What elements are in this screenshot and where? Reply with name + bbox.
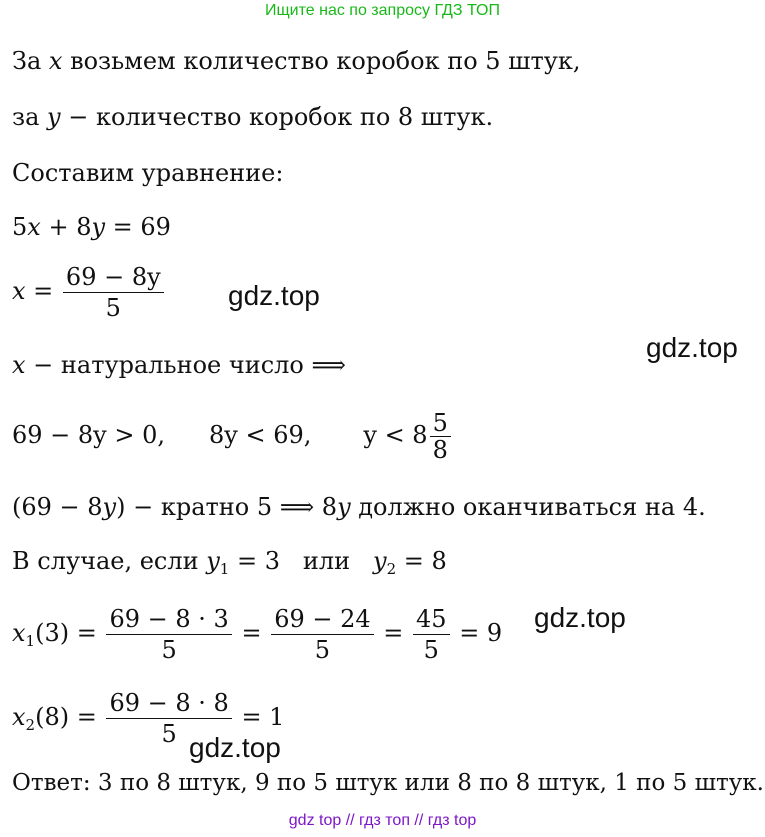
text: За — [12, 47, 49, 75]
text: (3) = — [35, 619, 105, 647]
fraction-numerator: 45 — [413, 604, 450, 635]
line-answer: Ответ: 3 по 8 штук, 9 по 5 штук или 8 по 8 штук, 1 по 5 штук. — [12, 770, 764, 796]
text: − количество коробок по 8 штук. — [60, 103, 494, 131]
fraction — [271, 604, 373, 665]
fraction-denominator: 5 — [423, 636, 439, 664]
line-cases — [12, 546, 447, 584]
text: = 1 — [233, 703, 285, 731]
var-x: x — [12, 619, 26, 647]
subscript: 2 — [386, 560, 397, 578]
watermark: gdz.top — [534, 602, 626, 633]
var-x: x — [12, 277, 26, 305]
text: = 8 — [396, 547, 447, 575]
var-y: y — [47, 103, 61, 131]
var-y: y — [337, 493, 351, 521]
var-y: y — [91, 213, 106, 241]
fraction-numerator: 69 − 8y — [63, 262, 164, 293]
header-search-link[interactable]: Ищите нас по запросу ГДЗ ТОП — [265, 2, 500, 19]
fraction-numerator: 69 − 8 · 8 — [106, 688, 231, 719]
footer-links[interactable]: gdz top // гдз топ // гдз top — [288, 812, 477, 829]
text: (8) = — [35, 703, 105, 731]
fraction-numerator: 69 − 24 — [271, 604, 373, 635]
var-x: x — [48, 47, 63, 75]
subscript: 1 — [219, 560, 230, 578]
line-equation — [12, 212, 171, 242]
text: = — [25, 277, 61, 305]
fraction-denominator: 5 — [314, 636, 331, 664]
watermark: gdz.top — [189, 732, 281, 763]
text: = — [375, 619, 412, 647]
fraction-numerator: 69 − 8 · 3 — [106, 604, 231, 635]
text: за — [12, 103, 48, 131]
var-y: y — [373, 547, 387, 575]
inequality-1: 69 − 8y > 0, — [12, 421, 165, 449]
text: (69 − 8 — [12, 493, 103, 521]
var-y: y — [206, 547, 220, 575]
text: возьмем количество коробок по 5 штук, — [62, 47, 581, 75]
line-inequalities — [12, 410, 453, 463]
text: = 9 — [451, 619, 503, 647]
inequality-2: 8y < 69, — [209, 421, 312, 449]
var-x: x — [12, 351, 26, 379]
watermark: gdz.top — [228, 280, 320, 311]
line-define-x — [12, 46, 581, 76]
line-compose-equation: Составим уравнение: — [12, 159, 284, 187]
inequality-3: y < 8 — [363, 421, 428, 449]
fraction — [413, 604, 450, 665]
text: В случае, если — [12, 547, 207, 575]
var-x: x — [27, 213, 41, 241]
text: = 69 — [105, 213, 171, 241]
line-natural-number — [12, 350, 346, 380]
fraction — [63, 262, 164, 323]
fraction-denominator: 8 — [432, 436, 448, 464]
watermark: gdz.top — [646, 332, 738, 363]
fraction — [430, 410, 451, 463]
fraction-denominator: 5 — [105, 294, 121, 322]
fraction — [106, 604, 231, 665]
line-x-expression — [12, 262, 166, 323]
subscript: 1 — [25, 632, 36, 650]
fraction-numerator: 5 — [430, 410, 451, 437]
text: 5 — [12, 213, 28, 241]
line-x1-calc — [12, 604, 502, 665]
var-x: x — [12, 703, 26, 731]
text: ) − кратно 5 ⟹ 8 — [116, 493, 338, 521]
text: = — [233, 619, 270, 647]
var-y: y — [102, 493, 117, 521]
text: должно оканчиваться на 4. — [350, 493, 706, 521]
text: = 3 или — [229, 547, 373, 575]
text: − натуральное число ⟹ — [25, 351, 346, 379]
line-define-y — [12, 102, 493, 132]
line-divisibility — [12, 492, 706, 522]
text: + 8 — [40, 213, 92, 241]
fraction-denominator: 5 — [161, 720, 177, 748]
subscript: 2 — [25, 716, 36, 734]
fraction-denominator: 5 — [161, 636, 177, 664]
